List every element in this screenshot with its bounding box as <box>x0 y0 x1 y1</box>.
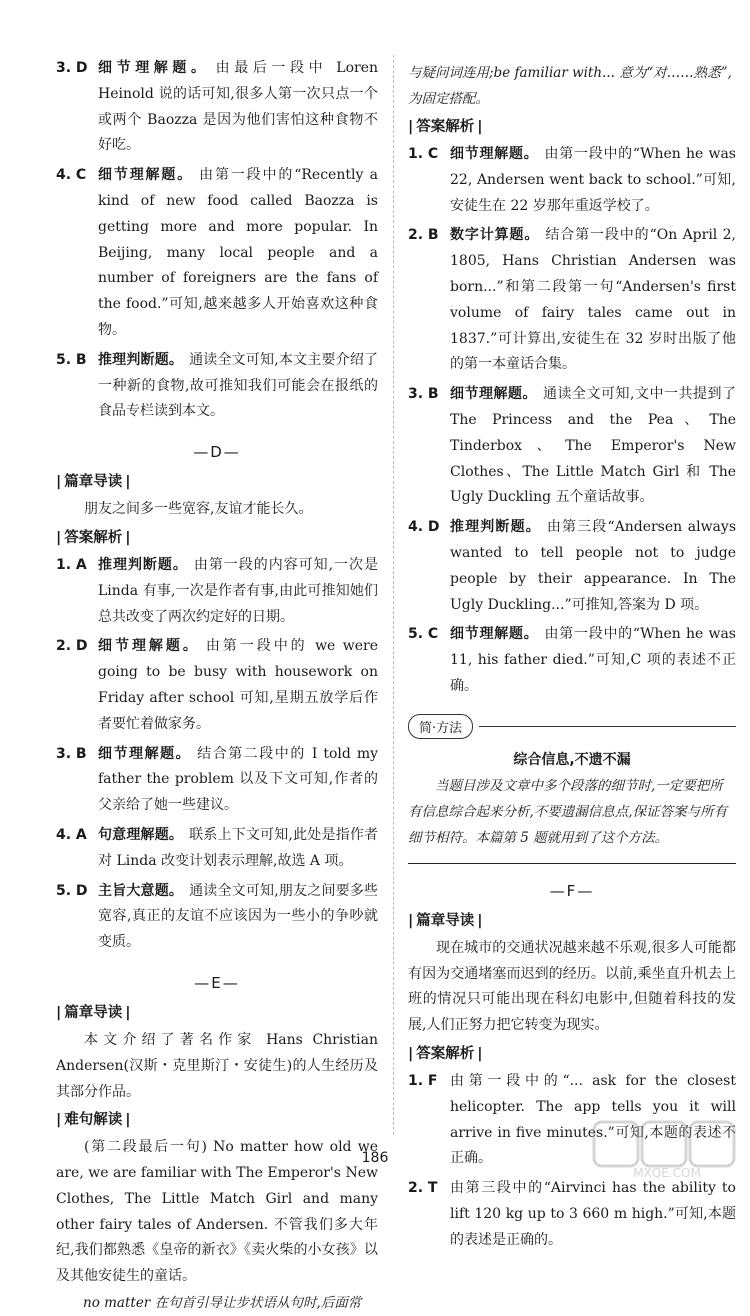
svg-text:MXQE.COM: MXQE.COM <box>633 1166 701 1180</box>
method-text: 当题目涉及文章中多个段落的细节时,一定要把所有信息综合起来分析,不要遗漏信息点,保证答案与所有细节相符。本篇第 5 题就用到了这个方法。 <box>408 777 728 846</box>
page-number: 186 <box>361 1150 389 1166</box>
watermark-logo-icon <box>592 1118 742 1180</box>
answer-item: 1. C 细节理解题。 由第一段中的“When he was 22, Andersen went back to school.”可知,安徒生在 22 岁那年重返学校了。 <box>408 146 736 214</box>
answer-item: 2. T 由第三段中的“Airvinci has the ability to lift 120 kg up to 3 660 m high.”可知,本题的表述是正确的。 <box>408 1180 736 1248</box>
answer-item: 4. C 细节理解题。 由第一段中的“Recently a kind of new food called Baozza is getting more and more popular. In Beijing, many local people and a number of foreigners are the fans of the food.”可知,越来越多人开始喜欢这种食物。 <box>56 167 379 338</box>
hard-sentence-note: no matter 在句首引导让步状语从句时,后面常 <box>83 1295 362 1312</box>
guide-tag: | 篇章导读 | <box>56 469 378 495</box>
answer-item: 5. D 主旨大意题。 通读全文可知,朋友之间要多些宽容,真正的友谊不应该因为一些小的争吵就变质。 <box>56 882 379 951</box>
answers-tag: | 答案解析 | <box>408 1041 736 1067</box>
answers-tag: | 答案解析 | <box>56 525 378 551</box>
hard-sentence-note-cont: 与疑问词连用;be familiar with... 意为“对……熟悉”,为固定搭配。 <box>408 65 732 107</box>
answer-item: 5. C 细节理解题。 由第一段中的“When he was 11, his father died.”可知,C 项的表述不正确。 <box>408 626 736 694</box>
answer-item: 3. B 细节理解题。 通读全文可知,文中一共提到了 The Princess and the Pea、The Tinderbox、The Emperor's New Clothes、The Little Match Girl 和 The Ugly Duckling 五个童话故事。 <box>408 386 736 506</box>
answers-tag: | 答案解析 | <box>408 114 736 140</box>
method-pill: 简·方法 <box>408 714 473 739</box>
answer-item: 4. D 推理判断题。 由第三段“Andersen always wanted to tell people not to judge people by their appearance. In The Ugly Duckling...”可推知,答案为 D 项。 <box>408 519 737 613</box>
answer-item: 2. B 数字计算题。 结合第一段中的“On April 2, 1805, Hans Christian Andersen was born...”和第二段第一句“Andersen's first volume of fairy tales came out in 1837.”可计算出,安徒生在 32 岁时出版了他的第一本童话合集。 <box>408 227 736 373</box>
answer-item: 1. A 推理判断题。 由第一段的内容可知,一次是 Linda 有事,一次是作者有事,由此可推知她们总共改变了两次约定好的日期。 <box>56 556 379 625</box>
hard-sentence-tag: | 难句解读 | <box>56 1107 378 1133</box>
section-f-heading: — F — <box>408 882 736 900</box>
guide-text: 本文介绍了著名作家 Hans Christian Andersen(汉斯・克里斯汀・安徒生)的人生经历及其部分作品。 <box>56 1031 378 1100</box>
right-column <box>408 60 736 1258</box>
guide-text: 朋友之间多一些宽容,友谊才能长久。 <box>84 501 313 518</box>
guide-text: 现在城市的交通状况越来越不乐观,很多人可能都有因为交通堵塞而迟到的经历。以前,乘坐直升机去上班的情况只可能出现在科幻电影中,但随着科技的发展,人们正努力把它转变为现实。 <box>408 939 736 1034</box>
method-title: 综合信息,不遗不漏 <box>513 751 631 768</box>
answer-item: 2. D 细节理解题。 由第一段中的 we were going to be busy with housework on Friday after school 可知,星期五放学后作者要忙着做家务。 <box>56 638 379 732</box>
answer-item: 4. A 句意理解题。 联系上下文可知,此处是指作者对 Linda 改变计划表示理解,故选 A 项。 <box>56 826 379 869</box>
guide-tag: | 篇章导读 | <box>408 908 736 934</box>
answer-item: 3. D 细节理解题。 由最后一段中 Loren Heinold 说的话可知,很多人第一次只点一个或两个 Baozza 是因为他们害怕这种食物不好吃。 <box>56 60 379 154</box>
section-e-heading: — E — <box>56 974 378 992</box>
answer-item: 3. B 细节理解题。 结合第二段中的 I told my father the problem 以及下文可知,作者的父亲给了她一些建议。 <box>56 745 379 814</box>
answer-item: 5. B 推理判断题。 通读全文可知,本文主要介绍了一种新的食物,故可推知我们可能会在报纸的食品专栏读到本文。 <box>56 351 379 420</box>
method-box <box>408 714 736 864</box>
guide-tag: | 篇章导读 | <box>56 1000 378 1026</box>
column-divider <box>393 55 394 1135</box>
left-column <box>56 56 378 1316</box>
hard-sentence-text: (第二段最后一句) No matter how old we are, we are familiar with The Emperor's New Clothes, The Little Match Girl and many other fairy tales of Andersen. 不管我们多大年纪,我们都熟悉《皇帝的新衣》《卖火柴的小女孩》以及其他安徒生的童话。 <box>56 1139 378 1285</box>
answer-item: 1. F 由第一段中的“... ask for the closest helicopter. The app tells you it will arrive in five minutes.”可知,本题的表述不正确。 <box>408 1072 736 1167</box>
section-d-heading: — D — <box>56 443 378 461</box>
answers-c-tail <box>56 56 378 425</box>
